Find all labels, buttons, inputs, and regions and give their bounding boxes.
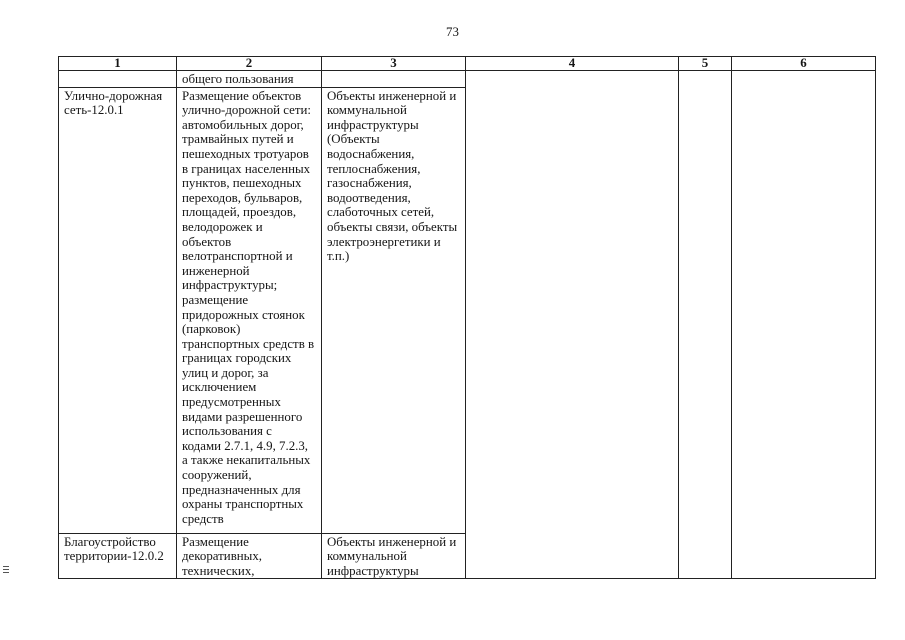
land-use-name: Благоустройство территории-12.0.2 bbox=[64, 534, 164, 564]
header-cell-5: 5 bbox=[679, 57, 732, 71]
land-use-description-cell bbox=[177, 87, 322, 533]
header-cell-6: 6 bbox=[732, 57, 876, 71]
header-cell-4: 4 bbox=[466, 57, 679, 71]
land-use-name: Улично-дорожная сеть-12.0.1 bbox=[64, 88, 163, 118]
related-objects: Объекты инженерной и коммунальной инфраструктуры bbox=[327, 534, 457, 578]
land-use-name-cell bbox=[59, 533, 177, 579]
land-use-table bbox=[58, 56, 876, 579]
continuation-text: общего пользования bbox=[182, 72, 294, 86]
header-cell-3: 3 bbox=[322, 57, 466, 71]
merged-empty-cell-col-5 bbox=[679, 71, 732, 579]
land-use-description: Размещение объектов улично-дорожной сети: автомобильных дорог, трамвайных путей и пешеходных тротуаров в границах населенных пунктов, пешеходных переходов, бульваров, площадей, проездов, велодорожек и объектов велотранспортной и инженерной инфраструктуры; размещение придорожных стоянок (парковок) транспортных средств в границах городских улиц и дорог, за исключением предусмотренных видами разрешенного использования с кодами 2.7.1, 4.9, 7.2.3, а также некапитальных сооружений, предназначенных для охраны транспортных средств bbox=[182, 88, 315, 526]
land-use-name-cell bbox=[59, 87, 177, 533]
table-row-continuation bbox=[59, 71, 876, 88]
related-objects-cell bbox=[322, 533, 466, 579]
merged-empty-cell-col-4 bbox=[466, 71, 679, 579]
scan-mark-icon bbox=[3, 566, 9, 575]
land-use-description-cell bbox=[177, 533, 322, 579]
land-use-description: Размещение декоративных, технических, bbox=[182, 534, 263, 578]
header-cell-2: 2 bbox=[177, 57, 322, 71]
related-objects: Объекты инженерной и коммунальной инфраструктуры (Объекты водоснабжения, теплоснабжения, газоснабжения, водоотведения, слаботочных сетей, объекты связи, объекты электроэнергетики и т.п.) bbox=[327, 88, 458, 264]
related-objects-cell bbox=[322, 87, 466, 533]
page-number: 73 bbox=[446, 25, 459, 39]
continuation-cell-col-2 bbox=[177, 71, 322, 88]
header-row bbox=[59, 57, 876, 71]
continuation-cell-col-3 bbox=[322, 71, 466, 88]
merged-empty-cell-col-6 bbox=[732, 71, 876, 579]
header-cell-1: 1 bbox=[59, 57, 177, 71]
continuation-cell-col-1 bbox=[59, 71, 177, 88]
